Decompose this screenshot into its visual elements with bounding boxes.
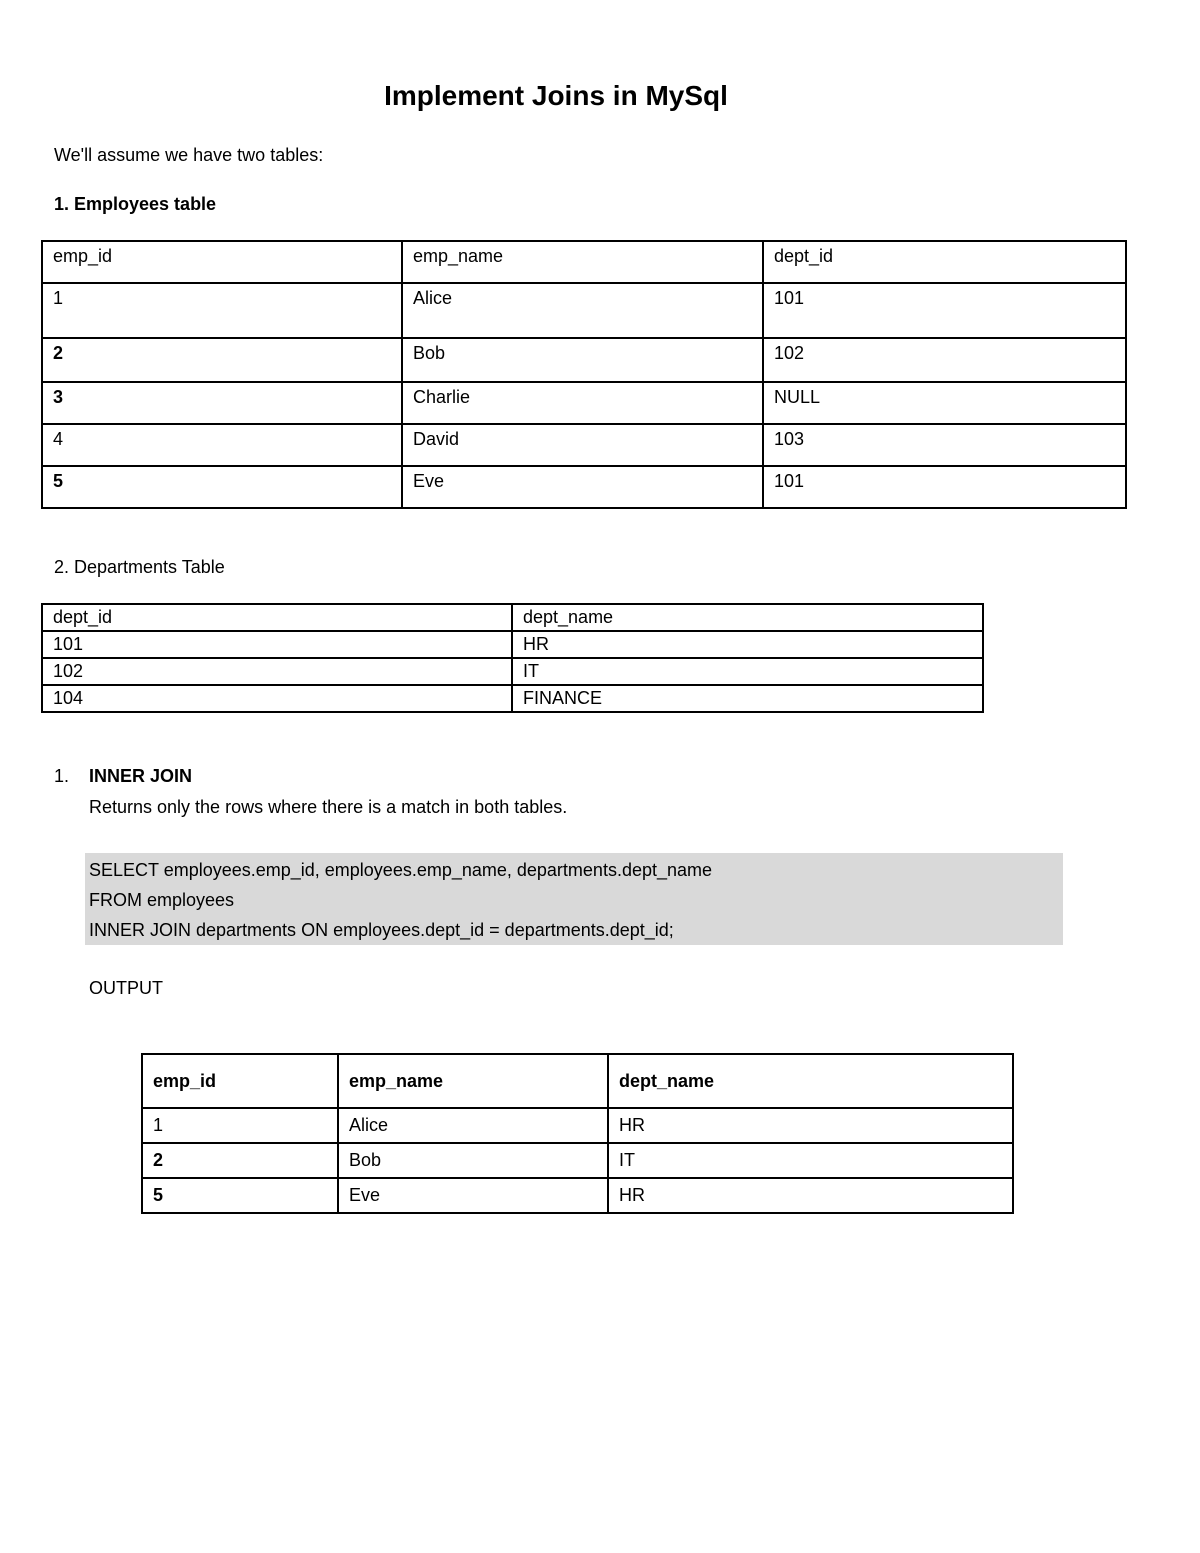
table-cell: HR	[608, 1178, 1013, 1213]
table-cell: Eve	[402, 466, 763, 508]
table-row	[42, 658, 983, 685]
page-title: Implement Joins in MySql	[384, 80, 728, 111]
table-row	[42, 338, 1126, 382]
table-cell: Bob	[338, 1143, 608, 1178]
section-description: Returns only the rows where there is a match in both tables.	[89, 797, 568, 817]
header-cell: emp_name	[402, 241, 763, 283]
table-header-row	[42, 604, 983, 631]
employees-heading: 1. Employees table	[54, 194, 217, 214]
table-header-row	[42, 241, 1126, 283]
table-row	[42, 685, 983, 712]
table-cell: 1	[42, 283, 402, 338]
table-cell: 102	[42, 658, 512, 685]
table-cell: 3	[42, 382, 402, 424]
header-cell: emp_id	[142, 1054, 338, 1108]
table-cell: IT	[512, 658, 983, 685]
table-cell: 101	[42, 631, 512, 658]
table-cell: 102	[763, 338, 1126, 382]
table-cell: FINANCE	[512, 685, 983, 712]
table-cell: 4	[42, 424, 402, 466]
table-cell: 101	[763, 283, 1126, 338]
header-cell: dept_id	[42, 604, 512, 631]
table-cell: IT	[608, 1143, 1013, 1178]
code-line: INNER JOIN departments ON employees.dept_id = departments.dept_id;	[89, 920, 674, 940]
table-cell: Eve	[338, 1178, 608, 1213]
table-row	[142, 1143, 1013, 1178]
code-line: FROM employees	[89, 890, 235, 910]
table-row	[42, 382, 1126, 424]
table-cell: 103	[763, 424, 1126, 466]
table-cell: Alice	[402, 283, 763, 338]
header-cell: dept_id	[763, 241, 1126, 283]
list-number: 1.	[54, 766, 70, 786]
header-cell: emp_id	[42, 241, 402, 283]
table-cell: HR	[512, 631, 983, 658]
departments-heading: 2. Departments Table	[54, 557, 225, 577]
header-cell: dept_name	[608, 1054, 1013, 1108]
table-cell: Charlie	[402, 382, 763, 424]
header-cell: dept_name	[512, 604, 983, 631]
table-cell: HR	[608, 1108, 1013, 1143]
table-row	[42, 283, 1126, 338]
employees-table	[41, 240, 1127, 509]
table-row	[142, 1178, 1013, 1213]
table-cell: 2	[42, 338, 402, 382]
table-cell: 5	[42, 466, 402, 508]
table-cell: 1	[142, 1108, 338, 1143]
departments-table	[41, 603, 984, 713]
output-table	[141, 1053, 1014, 1214]
table-cell: 2	[142, 1143, 338, 1178]
table-cell: 5	[142, 1178, 338, 1213]
table-header-row	[142, 1054, 1013, 1108]
table-cell: Alice	[338, 1108, 608, 1143]
section-title: INNER JOIN	[89, 766, 193, 786]
table-cell: Bob	[402, 338, 763, 382]
table-row	[42, 466, 1126, 508]
output-label: OUTPUT	[89, 978, 163, 998]
table-cell: NULL	[763, 382, 1126, 424]
table-row	[142, 1108, 1013, 1143]
table-cell: 104	[42, 685, 512, 712]
code-line: SELECT employees.emp_id, employees.emp_name, departments.dept_name	[89, 860, 713, 880]
table-row	[42, 631, 983, 658]
table-cell: 101	[763, 466, 1126, 508]
code-block	[85, 853, 1063, 945]
header-cell: emp_name	[338, 1054, 608, 1108]
table-row	[42, 424, 1126, 466]
intro-text: We'll assume we have two tables:	[54, 145, 324, 165]
table-cell: David	[402, 424, 763, 466]
